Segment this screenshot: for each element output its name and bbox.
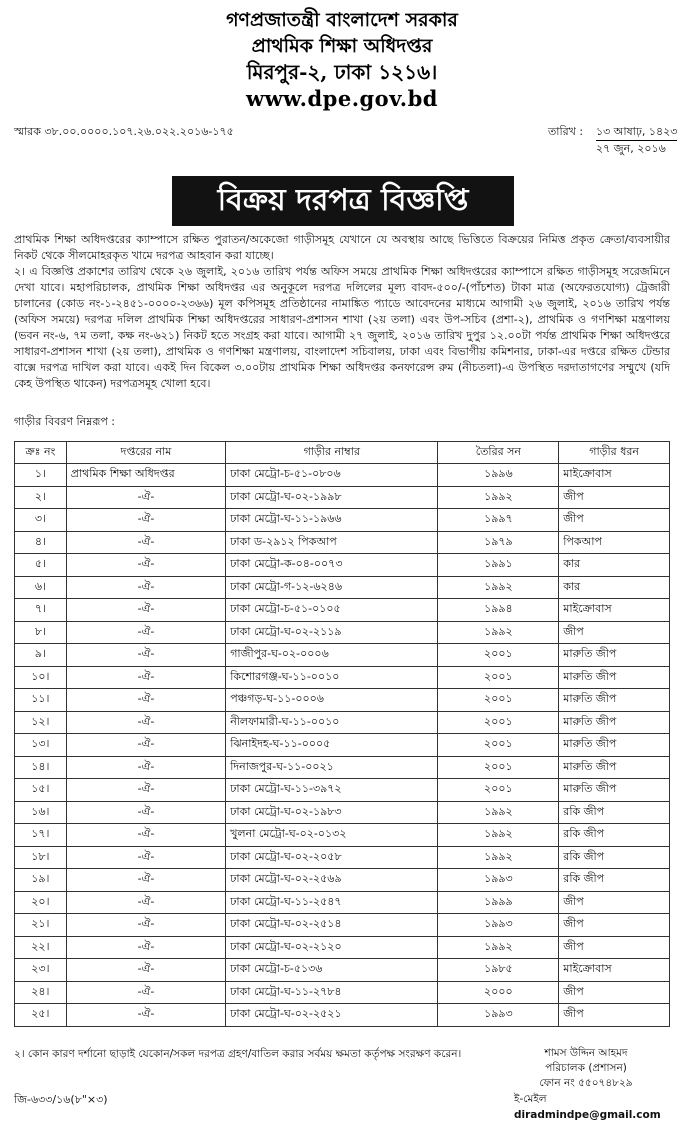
cell-year: ১৯৯৩ — [438, 914, 559, 937]
table-header-row — [15, 442, 670, 464]
cell-serial: ৯। — [15, 644, 67, 667]
cell-vehicle-type: রকি জীপ — [559, 846, 670, 869]
cell-vehicle-number: দিনাজপুর-ঘ-১১-০০২১ — [226, 756, 438, 779]
cell-year: ২০০১ — [438, 644, 559, 667]
cell-vehicle-number: ঢাকা মেট্রো-চ-৫১৩৬ — [226, 959, 438, 982]
signatory-designation: পরিচালক (প্রশাসন) — [545, 1062, 627, 1074]
cell-year: ১৯৮৫ — [438, 959, 559, 982]
cell-vehicle-number: ঢাকা মেট্রো-ঘ-০২-১৯৯৮ — [226, 486, 438, 509]
cell-office: -ঐ- — [66, 509, 225, 532]
cell-serial: ১১। — [15, 689, 67, 712]
table-row — [15, 756, 670, 779]
cell-vehicle-type: জীপ — [559, 621, 670, 644]
table-row — [15, 666, 670, 689]
cell-vehicle-type: জীপ — [559, 891, 670, 914]
cell-year: ১৯৯২ — [438, 824, 559, 847]
cell-year: ১৯৯৬ — [438, 464, 559, 487]
table-row — [15, 801, 670, 824]
cell-year: ১৯৯৩ — [438, 869, 559, 892]
table-row — [15, 914, 670, 937]
cell-office: -ঐ- — [66, 1004, 225, 1027]
cell-office: -ঐ- — [66, 486, 225, 509]
cell-vehicle-type: কার — [559, 576, 670, 599]
notice-title: বিক্রয় দরপত্র বিজ্ঞপ্তি — [172, 176, 514, 226]
cell-vehicle-type: মারুতি জীপ — [559, 666, 670, 689]
cell-vehicle-number: পঞ্চগড়-ঘ-১১-০০০৬ — [226, 689, 438, 712]
cell-office: -ঐ- — [66, 869, 225, 892]
cell-serial: ২৩। — [15, 959, 67, 982]
cell-serial: ২। — [15, 486, 67, 509]
cell-year: ১৯৯৪ — [438, 599, 559, 622]
cell-vehicle-number: ঝিনাইদহ-ঘ-১১-০০০৫ — [226, 734, 438, 757]
paragraph-intro: প্রাথমিক শিক্ষা অধিদপ্তরের ক্যাম্পাসে রক্ষিত পুরাতন/অকেজো গাড়ীসমূহ যেখানে যে অবস্থায় আছে ভিত্তিতে বিক্রয়ের নিমিত্ত প্রকৃত ক্রেতা/ব্যবসায়ীর নিকট থেকে সীলমোহরকৃত খামে দরপত্র আহবান করা যাচ্ছে। — [14, 233, 670, 262]
cell-vehicle-number: ঢাকা মেট্রো-ঘ-১১-৩৯৭২ — [226, 779, 438, 802]
cell-vehicle-number: ঢাকা মেট্রো-ঘ-০২-২৫১৪ — [226, 914, 438, 937]
cell-year: ১৯৯২ — [438, 621, 559, 644]
cell-office: -ঐ- — [66, 531, 225, 554]
cell-office: -ঐ- — [66, 756, 225, 779]
cell-year: ২০০০ — [438, 981, 559, 1004]
cell-office: -ঐ- — [66, 981, 225, 1004]
cell-vehicle-number: ঢাকা মেট্রো-ঘ-০২-২৫২১ — [226, 1004, 438, 1027]
table-row — [15, 531, 670, 554]
cell-year: ১৯৯৯ — [438, 891, 559, 914]
signatory-email-line — [514, 1092, 684, 1121]
cell-year: ১৯৯২ — [438, 936, 559, 959]
header-directorate: প্রাথমিক শিক্ষা অধিদপ্তর — [251, 35, 433, 57]
cell-serial: ২২। — [15, 936, 67, 959]
table-row — [15, 981, 670, 1004]
cell-serial: ১৮। — [15, 846, 67, 869]
cell-office: -ঐ- — [66, 689, 225, 712]
cell-year: ১৯৯৩ — [438, 1004, 559, 1027]
signatory-phone: ফোন নং ৫৫০৭৪৮২৯ — [539, 1077, 633, 1089]
cell-year: ২০০১ — [438, 666, 559, 689]
cell-serial: ৫। — [15, 554, 67, 577]
ref-code: জি-৬৩৩/১৬(৮"×৩) — [14, 1093, 108, 1106]
cell-vehicle-type: মারুতি জীপ — [559, 644, 670, 667]
cell-office: -ঐ- — [66, 914, 225, 937]
email-label: ই-মেইল — [514, 1093, 547, 1105]
cell-vehicle-type: কার — [559, 554, 670, 577]
cell-vehicle-number: ঢাকা মেট্রো-গ-১২-৬২৪৬ — [226, 576, 438, 599]
cell-vehicle-number: ঢাকা মেট্রো-ক-০৪-০০৭৩ — [226, 554, 438, 577]
cell-serial: ২৫। — [15, 1004, 67, 1027]
col-serial-header: ক্রঃ নং — [15, 442, 67, 464]
col-office-header: দপ্তরের নাম — [66, 442, 225, 464]
cell-vehicle-number: ঢাকা মেট্রো-ঘ-০২-২১১৯ — [226, 621, 438, 644]
col-vehicle-type-header: গাড়ীর ধরন — [559, 442, 670, 464]
cell-vehicle-type: জীপ — [559, 981, 670, 1004]
email-address[interactable]: diradmindpe@gmail.com — [514, 1109, 661, 1121]
cell-year: ২০০১ — [438, 711, 559, 734]
cell-vehicle-type: জীপ — [559, 914, 670, 937]
table-row — [15, 1004, 670, 1027]
cell-vehicle-number: ঢাকা মেট্রো-ঘ-০২-২১২০ — [226, 936, 438, 959]
cell-year: ২০০১ — [438, 734, 559, 757]
cell-vehicle-type: রকি জীপ — [559, 801, 670, 824]
header-address: মিরপুর-২, ঢাকা ১২১৬। — [246, 60, 438, 84]
cell-office: -ঐ- — [66, 824, 225, 847]
cell-vehicle-number: ঢাকা ড-২৯১২ পিকআপ — [226, 531, 438, 554]
cell-serial: ১৫। — [15, 779, 67, 802]
cell-office: -ঐ- — [66, 959, 225, 982]
cell-office: -ঐ- — [66, 711, 225, 734]
paragraph-vehicle-list-heading: গাড়ীর বিবরণ নিম্নরূপ : — [14, 415, 116, 428]
col-vehicle-number-header: গাড়ীর নাম্বার — [226, 442, 438, 464]
cell-serial: ৩। — [15, 509, 67, 532]
cell-year: ১৯৯৭ — [438, 509, 559, 532]
table-row — [15, 711, 670, 734]
table-row — [15, 554, 670, 577]
cell-vehicle-type: পিকআপ — [559, 531, 670, 554]
cell-serial: ৮। — [15, 621, 67, 644]
cell-vehicle-number: খুলনা মেট্রো-ঘ-০২-০১৩২ — [226, 824, 438, 847]
cell-vehicle-type: মারুতি জীপ — [559, 689, 670, 712]
cell-vehicle-number: কিশোরগঞ্জ-ঘ-১১-০০১০ — [226, 666, 438, 689]
table-row — [15, 891, 670, 914]
cell-year: ২০০১ — [438, 779, 559, 802]
cell-vehicle-type: জীপ — [559, 1004, 670, 1027]
table-row — [15, 689, 670, 712]
cell-office: -ঐ- — [66, 599, 225, 622]
cell-vehicle-number: ঢাকা মেট্রো-ঘ-০২-২০৫৮ — [226, 846, 438, 869]
cell-year: ২০০১ — [438, 689, 559, 712]
cell-serial: ১৩। — [15, 734, 67, 757]
cell-office: -ঐ- — [66, 666, 225, 689]
header-website: www.dpe.gov.bd — [246, 86, 438, 111]
cell-office: -ঐ- — [66, 621, 225, 644]
cell-vehicle-number: ঢাকা মেট্রো-ঘ-১১-২৫৪৭ — [226, 891, 438, 914]
table-row — [15, 734, 670, 757]
table-row — [15, 846, 670, 869]
cell-vehicle-type: মাইক্রোবাস — [559, 599, 670, 622]
cell-year: ২০০১ — [438, 756, 559, 779]
cell-vehicle-type: মারুতি জীপ — [559, 711, 670, 734]
table-row — [15, 464, 670, 487]
cell-office: -ঐ- — [66, 936, 225, 959]
cell-year: ১৯৯২ — [438, 846, 559, 869]
signatory-name: শামস উদ্দিন আহমদ — [544, 1047, 628, 1059]
cell-vehicle-number: ঢাকা মেট্রো-চ-৫১-০৮০৬ — [226, 464, 438, 487]
cell-serial: ১২। — [15, 711, 67, 734]
table-row — [15, 869, 670, 892]
cell-serial: ২১। — [15, 914, 67, 937]
cell-serial: ১৪। — [15, 756, 67, 779]
cell-serial: ১৬। — [15, 801, 67, 824]
cell-vehicle-type: মারুতি জীপ — [559, 779, 670, 802]
vehicle-table — [14, 441, 670, 1027]
cell-serial: ২৪। — [15, 981, 67, 1004]
cell-vehicle-type: মাইক্রোবাস — [559, 464, 670, 487]
cell-office: -ঐ- — [66, 801, 225, 824]
cell-office: -ঐ- — [66, 779, 225, 802]
table-row — [15, 576, 670, 599]
cell-office: -ঐ- — [66, 734, 225, 757]
table-row — [15, 599, 670, 622]
cell-year: ১৯৯২ — [438, 486, 559, 509]
cell-vehicle-type: জীপ — [559, 509, 670, 532]
cell-serial: ৪। — [15, 531, 67, 554]
cell-vehicle-number: গাজীপুর-ঘ-০২-০০০৬ — [226, 644, 438, 667]
cell-vehicle-number: নীলফামারী-ঘ-১১-০০১০ — [226, 711, 438, 734]
cell-serial: ১৯। — [15, 869, 67, 892]
date-block — [548, 124, 677, 157]
table-row — [15, 936, 670, 959]
table-row — [15, 509, 670, 532]
cell-vehicle-number: ঢাকা মেট্রো-ঘ-০২-২৫৬৯ — [226, 869, 438, 892]
date-english: ২৭ জুন, ২০১৬ — [596, 142, 666, 155]
cell-year: ১৯৯১ — [438, 554, 559, 577]
cell-serial: ১৭। — [15, 824, 67, 847]
col-year-header: তৈরির সন — [438, 442, 559, 464]
cell-vehicle-number: ঢাকা মেট্রো-ঘ-১১-২৭৮৪ — [226, 981, 438, 1004]
date-label: তারিখ : — [548, 125, 584, 138]
cell-serial: ২০। — [15, 891, 67, 914]
cell-vehicle-number: ঢাকা মেট্রো-চ-৫১-০১০৫ — [226, 599, 438, 622]
cell-office: -ঐ- — [66, 576, 225, 599]
cell-office: -ঐ- — [66, 846, 225, 869]
cell-office: -ঐ- — [66, 644, 225, 667]
cell-serial: ১। — [15, 464, 67, 487]
cell-office: প্রাথমিক শিক্ষা অধিদপ্তর — [66, 464, 225, 487]
cell-vehicle-type: মারুতি জীপ — [559, 734, 670, 757]
cell-year: ১৯৯২ — [438, 576, 559, 599]
cell-vehicle-type: জীপ — [559, 486, 670, 509]
table-row — [15, 621, 670, 644]
memo-number: স্মারক ৩৮.০০.০০০০.১০৭.২৬.০২২.২০১৬-১৭৫ — [14, 125, 234, 138]
cell-vehicle-number: ঢাকা মেট্রো-ঘ-১১-১৯৬৬ — [226, 509, 438, 532]
table-row — [15, 824, 670, 847]
table-row — [15, 486, 670, 509]
header-govt: গণপ্রজাতন্ত্রী বাংলাদেশ সরকার — [226, 9, 458, 31]
cell-vehicle-type: জীপ — [559, 936, 670, 959]
cell-serial: ১০। — [15, 666, 67, 689]
cell-serial: ৭। — [15, 599, 67, 622]
date-bangla: ১৩ আষাঢ়, ১৪২৩ — [596, 124, 677, 141]
paragraph-details: ২। এ বিজ্ঞপ্তি প্রকাশের তারিখ থেকে ২৬ জুলাই, ২০১৬ তারিখ পর্যন্ত অফিস সময়ে প্রাথমিক শিক্ষা অধিদপ্তরের ক্যাম্পাসে রক্ষিত গাড়ীসমূহ সরেজমিনে দেখা যাবে। মহাপরিচালক, প্রাথমিক শিক্ষা অধিদপ্তর এর অনুকূলে দরপত্র দলিলের মূল্য বাবদ-৫০০/-(পাঁচশত) টাকা মাত্র (অফেরতযোগ্য) ট্রেজারী চালানের (কোড নং-১-২৪৫১-০০০০-২৩৬৬) মূল কপিসমূহ প্রতিষ্ঠানের নামাঙ্কিত প্যাডে আবেদনের মাধ্যমে আগামী ২৬ জুলাই, ২০১৬ তারিখ পর্যন্ত (অফিস সময়ে) দরপত্র দলিল প্রাথমিক শিক্ষা অধিদপ্তরের সাধারণ-প্রশাসন শাখা (২য় তলা) এবং উপ-সচিব (প্রশা-২), প্রাথমিক ও গণশিক্ষা মন্ত্রণালয় (ভবন নং-৬, ৭ম তলা, কক্ষ নং-৬২১) নিকট হতে সংগ্রহ করা যাবে। আগামী ২৭ জুলাই, ২০১৬ তারিখ দুপুর ১২.০০টা পর্যন্ত প্রাথমিক শিক্ষা অধিদপ্তরে সাধারণ-প্রশাসন শাখা (২য় তলা), প্রাথমিক ও গণশিক্ষা মন্ত্রণালয়, বাংলাদেশ সচিবালয়, ঢাকা এবং বিভাগীয় কমিশনার, ঢাকা-এর দপ্তরে রক্ষিত টেন্ডার বাক্সে দরপত্র দাখিল করা যাবে। একই দিন বিকেল ৩.০০টায় প্রাথমিক শিক্ষা অধিদপ্তর কনফারেন্স রুম (নীচতলা)-এ উপস্থিত দরদাতাগণের সম্মুখে (যদি কেহ উপস্থিত থাকেন) দরপত্রসমূহ খোলা হবে। — [14, 265, 670, 390]
table-row — [15, 644, 670, 667]
cell-year: ১৯৭৯ — [438, 531, 559, 554]
cell-vehicle-type: রকি জীপ — [559, 869, 670, 892]
cell-vehicle-type: মারুতি জীপ — [559, 756, 670, 779]
cell-year: ১৯৯২ — [438, 801, 559, 824]
cell-serial: ৬। — [15, 576, 67, 599]
cell-office: -ঐ- — [66, 891, 225, 914]
footer-note: ২। কোন কারণ দর্শানো ছাড়াই যেকোন/সকল দরপত্র গ্রহণ/বাতিল করার সর্বময় ক্ষমতা কর্তৃপক্ষ সংরক্ষণ করেন। — [14, 1048, 462, 1060]
table-row — [15, 959, 670, 982]
cell-vehicle-number: ঢাকা মেট্রো-ঘ-০২-১৯৮৩ — [226, 801, 438, 824]
cell-vehicle-type: মাইক্রোবাস — [559, 959, 670, 982]
table-row — [15, 779, 670, 802]
cell-vehicle-type: রকি জীপ — [559, 824, 670, 847]
cell-office: -ঐ- — [66, 554, 225, 577]
